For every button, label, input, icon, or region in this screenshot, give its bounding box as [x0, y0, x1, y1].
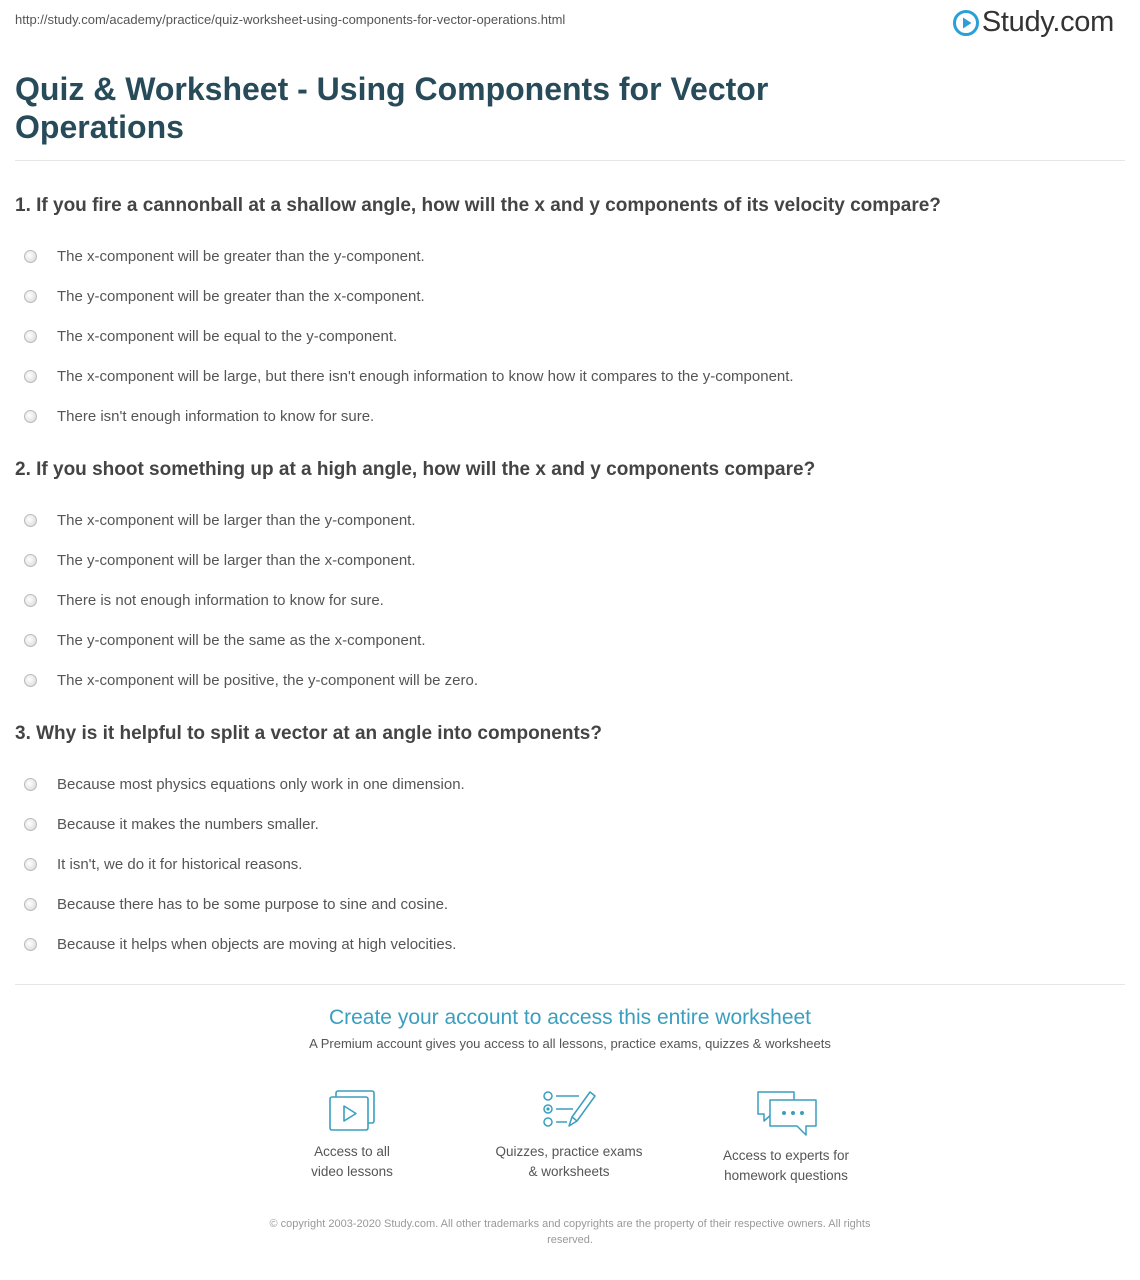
radio-button-icon[interactable] — [24, 514, 37, 527]
question-text: 2. If you shoot something up at a high angle, how will the x and y components compare? — [15, 459, 816, 480]
answer-text: The y-component will be the same as the x-component. — [57, 631, 426, 649]
answer-option[interactable] — [15, 620, 1125, 660]
answer-option[interactable] — [15, 924, 1125, 964]
answer-text: Because it helps when objects are moving at high velocities. — [57, 935, 457, 953]
answer-option[interactable] — [15, 396, 1125, 436]
answer-text: There is not enough information to know for sure. — [57, 591, 384, 609]
premium-cta — [0, 1006, 1140, 1051]
answer-text: It isn't, we do it for historical reasons. — [57, 855, 303, 873]
answer-list — [15, 500, 1125, 700]
answer-option[interactable] — [15, 804, 1125, 844]
radio-button-icon[interactable] — [24, 938, 37, 951]
play-logo-icon — [953, 10, 979, 36]
radio-button-icon[interactable] — [24, 370, 37, 383]
logo-text: Study.com — [981, 6, 1114, 38]
answer-text: Because it makes the numbers smaller. — [57, 815, 319, 833]
cta-subheading: A Premium account gives you access to all lessons, practice exams, quizzes & worksheets — [309, 1036, 831, 1051]
answer-text: The x-component will be positive, the y-component will be zero. — [57, 671, 479, 689]
answer-text: The x-component will be large, but there isn't enough information to know how it compares to the y-component. — [57, 367, 794, 385]
question-1 — [15, 194, 1125, 436]
question-3 — [15, 722, 1125, 964]
answer-option[interactable] — [15, 316, 1125, 356]
answer-option[interactable] — [15, 236, 1125, 276]
cta-heading-link[interactable]: Create your account to access this entire worksheet — [328, 1006, 812, 1029]
answer-option[interactable] — [15, 844, 1125, 884]
radio-button-icon[interactable] — [24, 290, 37, 303]
radio-button-icon[interactable] — [24, 898, 37, 911]
answer-list — [15, 764, 1125, 964]
radio-button-icon[interactable] — [24, 330, 37, 343]
feature-quizzes — [469, 1088, 669, 1182]
quiz-checklist-icon — [541, 1088, 597, 1134]
radio-button-icon[interactable] — [24, 554, 37, 567]
answer-option[interactable] — [15, 580, 1125, 620]
answer-option[interactable] — [15, 276, 1125, 316]
answer-text: The y-component will be greater than the x-component. — [57, 287, 425, 305]
question-text: 1. If you fire a cannonball at a shallow angle, how will the x and y components of its velocity compare? — [15, 195, 941, 216]
study-logo[interactable] — [953, 6, 1114, 39]
answer-option[interactable] — [15, 660, 1125, 700]
page-url: http://study.com/academy/practice/quiz-worksheet-using-components-for-vector-operations.html — [15, 12, 566, 27]
video-lessons-icon — [326, 1088, 378, 1134]
answer-option[interactable] — [15, 356, 1125, 396]
question-text: 3. Why is it helpful to split a vector at an angle into components? — [15, 723, 602, 744]
feature-label: Access to experts for homework questions — [722, 1148, 850, 1183]
radio-button-icon[interactable] — [24, 634, 37, 647]
chat-bubbles-icon — [754, 1088, 818, 1138]
answer-option[interactable] — [15, 540, 1125, 580]
answer-text: The y-component will be larger than the x-component. — [57, 551, 416, 569]
answer-list — [15, 236, 1125, 436]
radio-button-icon[interactable] — [24, 778, 37, 791]
radio-button-icon[interactable] — [24, 674, 37, 687]
page-title: Quiz & Worksheet - Using Components for Vector Operations — [15, 71, 769, 145]
copyright-footer: © copyright 2003-2020 Study.com. All other trademarks and copyrights are the property of their respective owners. All rights reserved. — [269, 1218, 871, 1246]
radio-button-icon[interactable] — [24, 594, 37, 607]
feature-label: Access to all video lessons — [311, 1144, 393, 1179]
answer-option[interactable] — [15, 884, 1125, 924]
feature-experts — [686, 1088, 886, 1186]
answer-text: There isn't enough information to know for sure. — [57, 407, 375, 425]
question-2 — [15, 458, 1125, 700]
radio-button-icon[interactable] — [24, 410, 37, 423]
radio-button-icon[interactable] — [24, 250, 37, 263]
answer-option[interactable] — [15, 764, 1125, 804]
answer-text: The x-component will be greater than the y-component. — [57, 247, 425, 265]
answer-option[interactable] — [15, 500, 1125, 540]
answer-text: The x-component will be larger than the y-component. — [57, 511, 416, 529]
answer-text: Because there has to be some purpose to sine and cosine. — [57, 895, 449, 913]
divider — [15, 160, 1125, 161]
divider — [15, 984, 1125, 985]
answer-text: The x-component will be equal to the y-component. — [57, 327, 398, 345]
radio-button-icon[interactable] — [24, 818, 37, 831]
radio-button-icon[interactable] — [24, 858, 37, 871]
feature-label: Quizzes, practice exams & worksheets — [495, 1144, 643, 1179]
feature-video-lessons — [252, 1088, 452, 1182]
answer-text: Because most physics equations only work in one dimension. — [57, 775, 465, 793]
